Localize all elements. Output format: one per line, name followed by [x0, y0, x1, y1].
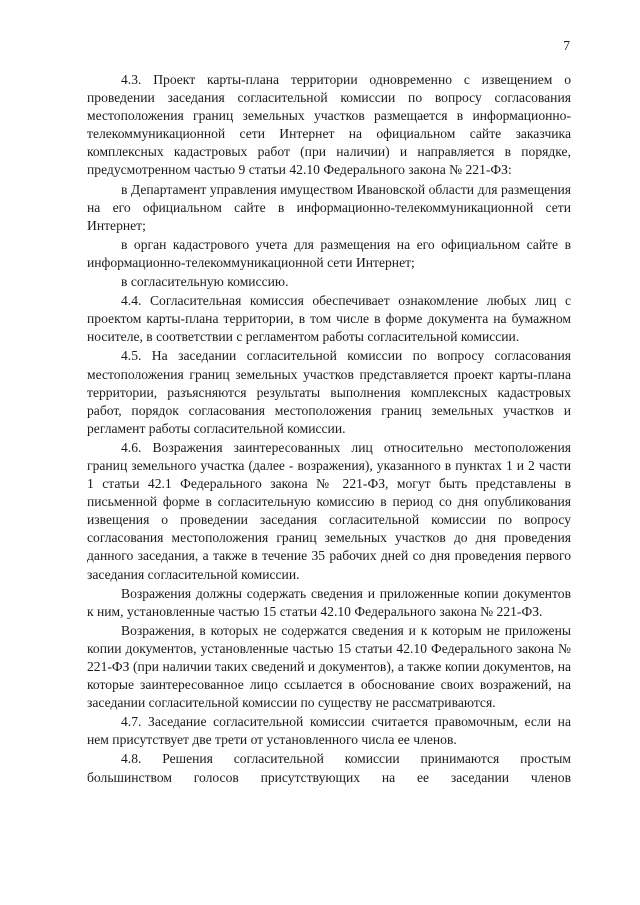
page-number: 7: [563, 38, 570, 53]
paragraph-recipient-cadastral: в орган кадастрового учета для размещения на его официальном сайте в информационно-телекоммуникационной сети Интернет;: [87, 236, 571, 270]
paragraph-4-7: 4.7. Заседание согласительной комиссии считается правомочным, если на нем присутствует две трети от установленного числа ее членов.: [87, 714, 571, 748]
paragraph-4-3: 4.3. Проект карты-плана территории одновременно с извещением о проведении заседания согласительной комиссии по вопросу согласования местоположения границ земельных участков размещается в информационно-телекоммуникационной сети Интернет на официальном сайте заказчика комплексных кадастровых работ (при наличии) и направляется в порядке, предусмотренном частью 9 статьи 42.10 Федерального закона № 221-ФЗ:: [87, 72, 571, 178]
paragraph-objections-rejected: Возражения, в которых не содержатся сведения и к которым не приложены копии документов, установленные частью 15 статьи 42.10 Федерального закона № 221-ФЗ (при наличии таких сведений и документов), а также копии документов, на которые заинтересованное лицо ссылается в обоснование своих возражений, на заседании согласительной комиссии по существу не рассматриваются.: [87, 622, 571, 711]
paragraph-4-5: 4.5. На заседании согласительной комиссии по вопросу согласования местоположения границ земельных участков представляется проект карты-плана территории, разъясняются результаты выполнения комплексных кадастровых работ, порядок согласования местоположения границ земельных участков и регламент работы согласительной комиссии.: [87, 348, 571, 436]
paragraph-4-6: 4.6. Возражения заинтересованных лиц относительно местоположения границ земельного участка (далее - возражения), указанного в пунктах 1 и 2 части 1 статьи 42.1 Федерального закона № 221-ФЗ, могут быть представлены в письменной форме в согласительную комиссию в период со дня опубликования извещения о проведении заседания согласительной комиссии по вопросу согласования местоположения границ земельных участков до дня проведения данного заседания, а также в течение 35 рабочих дней со дня проведения первого заседания согласительной комиссии.: [87, 439, 571, 582]
paragraph-recipient-commission: в согласительную комиссию.: [121, 274, 289, 290]
paragraph-4-4: 4.4. Согласительная комиссия обеспечивает ознакомление любых лиц с проектом карты-плана территории, в том числе в форме документа на бумажном носителе, в соответствии с регламентом работы согласительной комиссии.: [87, 293, 571, 345]
paragraph-objections-content: Возражения должны содержать сведения и приложенные копии документов к ним, установленные частью 15 статьи 42.10 Федерального закона № 221-ФЗ.: [87, 585, 571, 619]
paragraph-4-8: 4.8. Решения согласительной комиссии принимаются простым большинством голосов присутствующих на ее заседании членов: [87, 751, 571, 785]
document-body: [87, 70, 571, 787]
paragraph-recipient-department: в Департамент управления имуществом Ивановской области для размещения на его официальном сайте в информационно-телекоммуникационной сети Интернет;: [87, 181, 571, 233]
